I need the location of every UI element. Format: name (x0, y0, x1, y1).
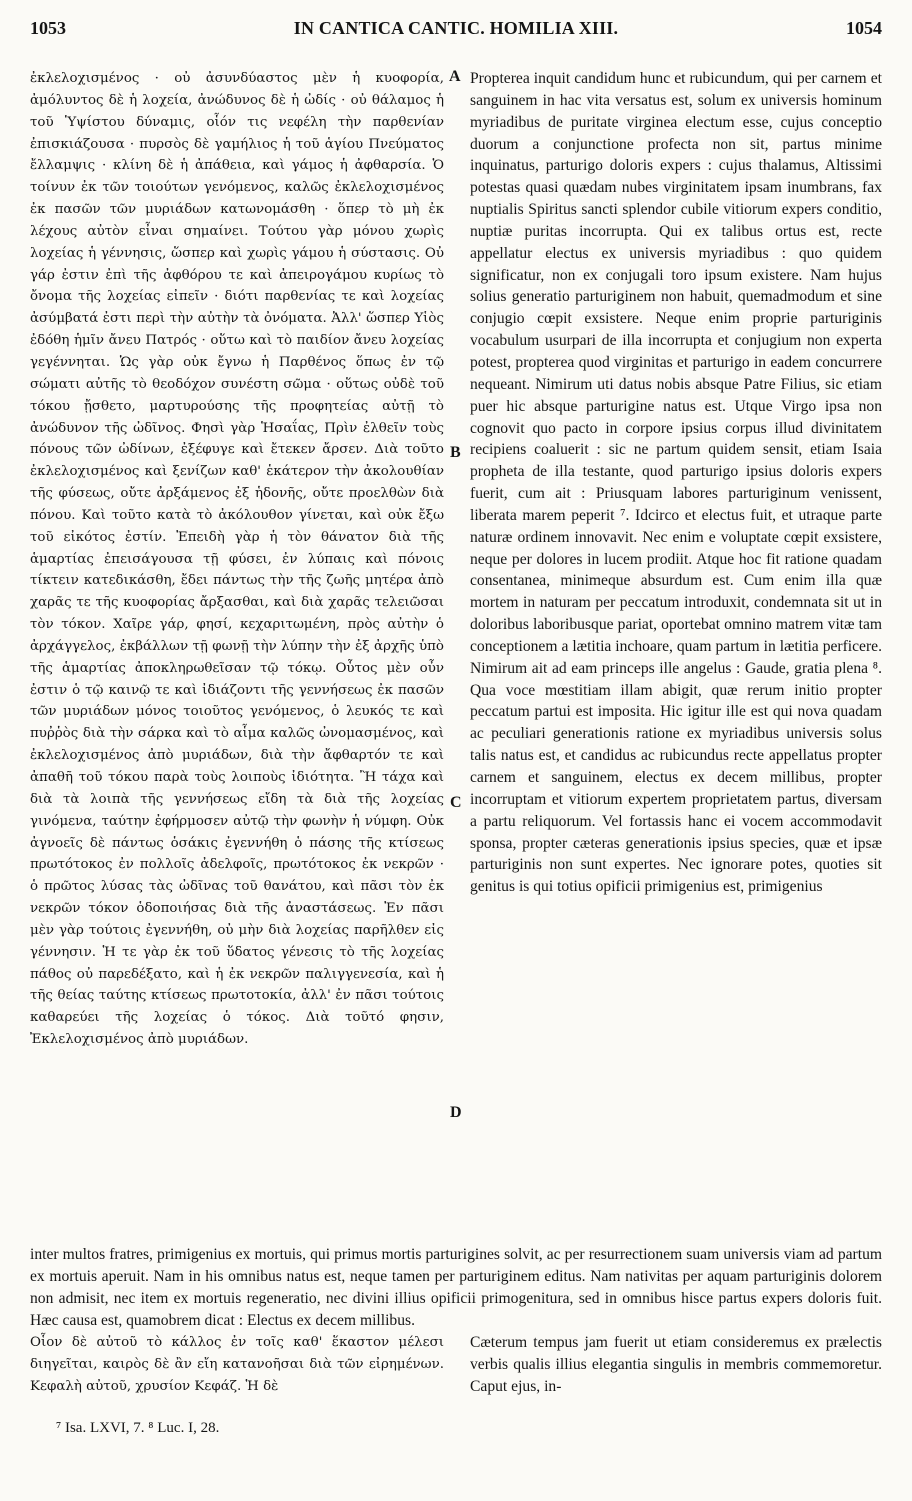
footnotes: ⁷ Isa. LXVI, 7. ⁸ Luc. I, 28. (56, 1420, 220, 1436)
section-marker-c: C (450, 794, 462, 811)
latin-column-continued (470, 1332, 882, 1398)
page-number-left: 1053 (30, 18, 66, 38)
latin-text: Propterea inquit candidum hunc et rubicundum, qui per carnem et sanguinem in hac vita versatus est, solum ex universis hominum myriadibus de puritate virginea electum esse, cujus conceptio duorum a conjunctione profecta non sit, partus minime inquinatus, parturigo doloris expers : cujus thalamus, Altissimi potestas quasi quædam nubes virginitatem ipsam inumbrans, fax nuptialis Spiritus sancti splendor cubile vitiorum expers conditio, nuptiæ puritas incorrupta. Qui ex talibus ortus est, recte appellatur electus ex universis myriadibus : quo quidem significatur, non ex conjugali toro ipsum existere. Nam hujus solius generatio parturiginem non habuit, quemadmodum et sine conjugio cœpit exsistere. Neque enim proprie parturiginis vocabulum usurpari de illa incorrupta et conjugium non experta potest, propterea quod virginitas et parturigo in eadem concurrere nequeant. Nimirum uti datus nobis absque Patre Filius, sic etiam puer hic absque parturigine natus est. Utque Virgo ipsa non cognovit quo pacto in corpore ipsius corpus illud divinitatem recipiens coaluerit : sic ne partum quidem sensit, etiam Isaia propheta de illa testante, quod parturigo ipsius doloris expers fuerit, cum ait : Priusquam labores parturiginum venissent, liberata marem peperit ⁷. Idcirco et electus fuit, et utraque parte naturæ ordinem innovavit. Nec enim e voluptate cœpit exsistere, neque per dolores in lucem prodiit. Atque hoc fit ratione quadam consentanea, minimeque absurdum est. Cum enim illa quæ mortem in naturam per peccatum introduxit, condemnata sit ut in doloribus laboribusque pariat, oportebat omnino matrem vitæ tam conceptionem a lætitia inchoare, quam partum in lætitia perficere. Nimirum ait ad eam princeps ille angelus : Gaude, gratia plena ⁸. Qua voce mœstitiam illam abigit, quæ rerum initio propter peccatum partui est imposita. Hic igitur ille est qui nova quadam ac peculiari generationis ratione ex myriadibus universis solus talis natus est, et candidus ac rubicundus recte appellatus propter carnem et sanguinem, electus ex decem millibus, propter incorruptam et vitiorum expertem proprietatem partus, diversam a partu reliquorum. Vel fortassis hanc ei vocem accommodavit sponsa, propter cæteras generationis ipsius species, quæ et ipsæ parturiginis non sunt expertes. Nec ignorare potes, quoties sit genitus is qui totius opificii primigenius est, primigenius (470, 70, 882, 896)
section-marker-d: D (450, 1104, 462, 1121)
latin-text-continued: Cæterum tempus jam fuerit ut etiam consideremus ex prælectis verbis qualis illius elegantia singulis in membris commemoretur. Caput ejus, in- (470, 1334, 882, 1395)
greek-column-continued (30, 1332, 444, 1398)
section-marker-b: B (450, 444, 461, 461)
running-title: IN CANTICA CANTIC. HOMILIA XIII. (293, 18, 619, 38)
page-header (30, 12, 882, 46)
greek-text-continued: Οἷον δὲ αὐτοῦ τὸ κάλλος ἐν τοῖς καθ' ἕκαστον μέλεσι διηγεῖται, καιρὸς δὲ ἂν εἴη κατανοῆσαι διὰ τῶν εἰρημένων. Κεφαλὴ αὐτοῦ, χρυσίον Κεφάζ. Ἡ δὲ (30, 1335, 444, 1394)
greek-column (30, 68, 444, 1051)
full-width-paragraph (30, 1244, 882, 1332)
page-number-right: 1054 (846, 18, 882, 38)
section-marker-a: A (449, 68, 461, 85)
latin-column (470, 68, 882, 898)
full-width-text: inter multos fratres, primigenius ex mortuis, qui primus mortis parturigines solvit, ac per resurrectionem suam universis viam ad partum ex mortuis aperuit. Nam in his omnibus natus est, neque tamen per parturiginem editus. Nam nativitas per aquam parturiginis dolorem non admisit, nec item ex mortuis regeneratio, nec divini illius opificii primogenitura, sed in omnibus hisce partus expers doloris fuit. Hæc causa est, quamobrem dicat : Electus ex decem millibus. (30, 1246, 882, 1329)
greek-text: ἐκλελοχισμένος · οὐ ἀσυνδύαστος μὲν ἡ κυοφορία, ἀμόλυντος δὲ ἡ λοχεία, ἀνώδυνος δὲ ἡ ὠδίς · οὐ θάλαμος ἡ τοῦ Ὑψίστου δύναμις, οἷόν τις νεφέλη τὴν παρθενίαν ἐπισκιάζουσα · πυρσὸς δὲ γαμήλιος ἡ τοῦ ἁγίου Πνεύματος ἔλλαμψις · κλίνη δὲ ἡ ἀπάθεια, καὶ γάμος ἡ ἀφθαρσία. Ὁ τοίνυν ἐκ τῶν τοιούτων γενόμενος, καλῶς ἐκλελοχισμένος ἐκ πασῶν τῶν μυριάδων κατωνομάσθη · ὅπερ τὸ μὴ ἐκ λέχους αὐτὸν εἶναι σημαίνει. Τούτου γὰρ μόνου χωρὶς λοχείας ἡ γέννησις, ὥσπερ καὶ χωρὶς γάμου ἡ σύστασις. Οὐ γάρ ἐστιν ἐπὶ τῆς ἀφθόρου τε καὶ ἀπειρογάμου κυρίως τὸ ὄνομα τῆς λοχείας εἰπεῖν · διότι παρθενίας τε καὶ λοχείας ἀσύμβατά ἐστι περὶ τὴν αὐτὴν τὰ ὀνόματα. Ἀλλ' ὥσπερ Υἱὸς ἐδόθη ἡμῖν ἄνευ Πατρός · οὕτω καὶ τὸ παιδίον ἄνευ λοχείας γεγέννηται. Ὡς γὰρ οὐκ ἔγνω ἡ Παρθένος ὅπως ἐν τῷ σώματι αὐτῆς τὸ θεοδόχον συνέστη σῶμα · οὕτως οὐδὲ τοῦ τόκου ᾔσθετο, μαρτυρούσης τῆς προφητείας αὐτῇ τὸ ἀνώδυνον τῆς ὠδῖνος. Φησὶ γὰρ Ἡσαΐας, Πρὶν ἐλθεῖν τοὺς πόνους τῶν ὠδίνων, ἐξέφυγε καὶ ἔτεκεν ἄρσεν. Διὰ τοῦτο ἐκλελοχισμένος καὶ ξενίζων καθ' ἑκάτερον τὴν ἀκολουθίαν τῆς φύσεως, οὔτε ἀρξάμενος ἐξ ἡδονῆς, οὔτε προελθὼν διὰ πόνου. Καὶ τοῦτο κατὰ τὸ ἀκόλουθον γίνεται, καὶ οὐκ ἔξω τοῦ εἰκότος ἐστίν. Ἐπειδὴ γὰρ ἡ τὸν θάνατον διὰ τῆς ἁμαρτίας ἐπεισάγουσα τῇ φύσει, ἐν λύπαις καὶ πόνοις τίκτειν κατεδικάσθη, ἔδει πάντως τὴν τῆς ζωῆς μητέρα ἀπὸ χαρᾶς τε τῆς κυοφορίας ἄρξασθαι, καὶ διὰ χαρᾶς τελειῶσαι τὸν τόκον. Χαῖρε γάρ, φησί, κεχαριτωμένη, πρὸς αὐτὴν ὁ ἀρχάγγελος, ἐκβάλλων τῇ φωνῇ τὴν λύπην τὴν ἐξ ἀρχῆς ὑπὸ τῆς ἁμαρτίας ἀποκληρωθεῖσαν τῷ τόκῳ. Οὗτος μὲν οὖν ἐστιν ὁ τῷ καινῷ τε καὶ ἰδιάζοντι τῆς γεννήσεως ἐκ πασῶν τῶν μυριάδων μόνος τοιοῦτος γενόμενος, ὁ λευκός τε καὶ πυῤῥὸς διὰ τὴν σάρκα καὶ τὸ αἷμα καλῶς ὠνομασμένος, καὶ ἐκλελοχισμένος ἀπὸ μυριάδων, διὰ τὴν ἄφθαρτόν τε καὶ ἀπαθῆ τοῦ τόκου παρὰ τοὺς λοιποὺς ἰδιότητα. Ἢ τάχα καὶ διὰ τὰ λοιπὰ τῆς γεννήσεως εἴδη τὰ διὰ τῆς λοχείας γινόμενα, ταύτην ἐφήρμοσεν αὐτῷ τὴν φωνὴν ἡ νύμφη. Οὐκ ἀγνοεῖς δὲ πάντως ὁσάκις ἐγεννήθη ὁ πάσης τῆς κτίσεως πρωτότοκος ἐν πολλοῖς ἀδελφοῖς, πρωτότοκος ἐκ νεκρῶν · ὁ πρῶτος λύσας τὰς ὠδῖνας τοῦ θανάτου, καὶ πᾶσι τὸν ἐκ νεκρῶν τόκον ὁδοποιήσας διὰ τῆς ἀναστάσεως. Ἐν πᾶσι μὲν γὰρ τούτοις ἐγεννήθη, οὐ μὴν διὰ λοχείας παρῆλθεν εἰς γέννησιν. Ἡ τε γὰρ ἐκ τοῦ ὕδατος γένεσις τὸ τῆς λοχείας πάθος οὐ παρεδέξατο, καὶ ἡ ἐκ νεκρῶν παλιγγενεσία, καὶ ἡ τῆς θείας ταύτης κτίσεως πρωτοτοκία, ἀλλ' ἐν πᾶσι τούτοις καθαρεύει τῆς λοχείας ὁ τόκος. Διὰ τοῦτό φησιν, Ἐκλελοχισμένος ἀπὸ μυριάδων. (30, 71, 444, 1048)
